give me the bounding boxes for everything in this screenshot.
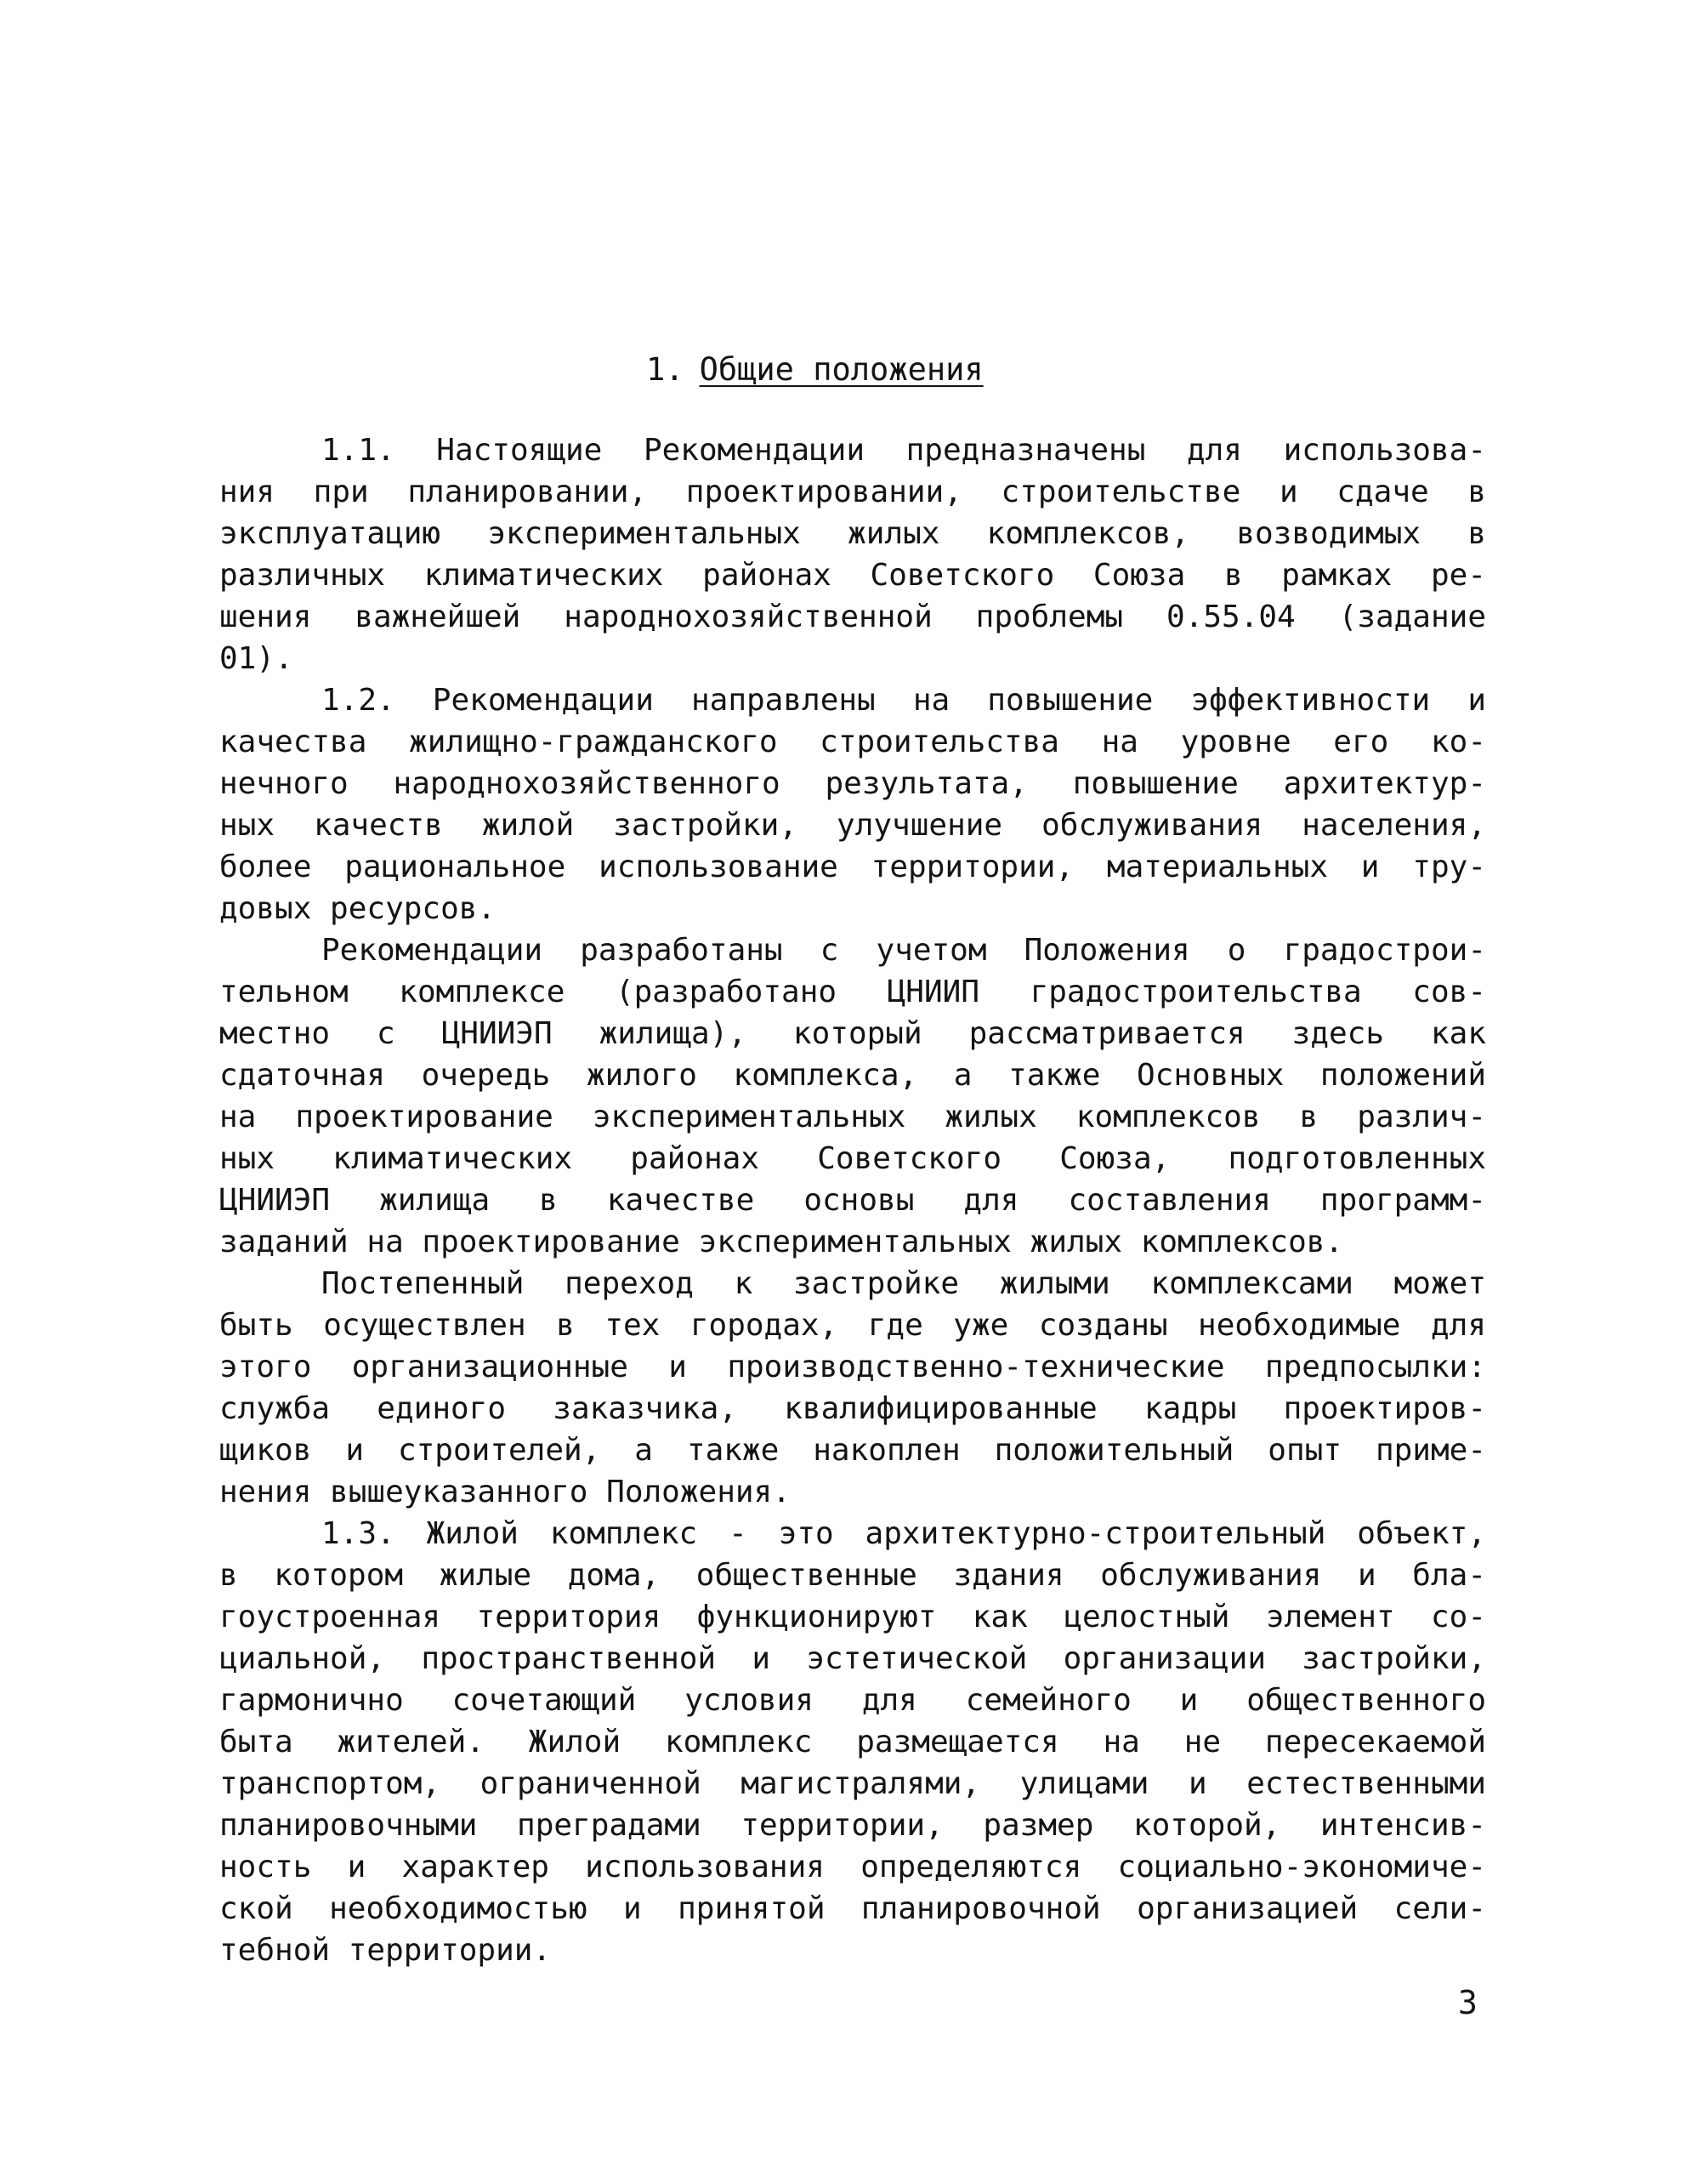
page-number: 3 bbox=[1458, 1984, 1478, 2021]
text-line: эксплуатацию экспериментальных жилых комплексов, возводимых в bbox=[219, 516, 1486, 551]
text-line: ность и характер использования определяются социально-экономиче- bbox=[219, 1850, 1486, 1884]
text-line: служба единого заказчика, квалифицированные кадры проектиров- bbox=[219, 1391, 1486, 1426]
text-line: быть осуществлен в тех городах, где уже созданы необходимые для bbox=[219, 1308, 1486, 1343]
text-line: ния при планировании, проектировании, строительстве и сдаче в bbox=[219, 475, 1486, 509]
section-title: Общие положения bbox=[699, 351, 984, 388]
text-line: быта жителей. Жилой комплекс размещается на не пересекаемой bbox=[219, 1725, 1486, 1759]
text-line: 1.2. Рекомендации направлены на повышение эффективности и bbox=[321, 683, 1486, 718]
text-line: 01). bbox=[219, 641, 293, 676]
text-line: этого организационные и производственно-технические предпосылки: bbox=[219, 1350, 1486, 1384]
text-line: Рекомендации разработаны с учетом Положения о градострои- bbox=[321, 933, 1486, 968]
text-line: на проектирование экспериментальных жилых комплексов в различ- bbox=[219, 1100, 1486, 1134]
text-line: местно с ЦНИИЭП жилища), который рассматривается здесь как bbox=[219, 1016, 1486, 1051]
text-line: 1.3. Жилой комплекс - это архитектурно-строительный объект, bbox=[321, 1516, 1486, 1551]
section-heading bbox=[646, 349, 984, 391]
text-line: ЦНИИЭП жилища в качестве основы для составления программ- bbox=[219, 1183, 1486, 1218]
text-line: довых ресурсов. bbox=[219, 891, 497, 926]
text-line: тельном комплексе (разработано ЦНИИП градостроительства сов- bbox=[219, 975, 1486, 1009]
text-line: циальной, пространственной и эстетической организации застройки, bbox=[219, 1641, 1486, 1676]
section-number: 1. bbox=[646, 351, 684, 388]
text-line: Постепенный переход к застройке жилыми комплексами может bbox=[321, 1266, 1486, 1301]
text-line: 1.1. Настоящие Рекомендации предназначены для использова- bbox=[321, 433, 1486, 468]
text-line: различных климатических районах Советского Союза в рамках ре- bbox=[219, 558, 1486, 593]
text-line: гоустроенная территория функционируют как целостный элемент со- bbox=[219, 1600, 1486, 1634]
text-line: щиков и строителей, а также накоплен положительный опыт приме- bbox=[219, 1433, 1486, 1468]
text-line: тебной территории. bbox=[219, 1933, 552, 1968]
text-line: гармонично сочетающий условия для семейного и общественного bbox=[219, 1683, 1486, 1718]
text-line: нечного народнохозяйственного результата, повышение архитектур- bbox=[219, 766, 1486, 801]
text-line: шения важнейшей народнохозяйственной проблемы 0.55.04 (задание bbox=[219, 600, 1486, 634]
text-line: заданий на проектирование экспериментальных жилых комплексов. bbox=[219, 1225, 1344, 1259]
body-text bbox=[219, 429, 1486, 1971]
text-line: нения вышеуказанного Положения. bbox=[219, 1475, 791, 1509]
text-line: качества жилищно-гражданского строительства на уровне его ко- bbox=[219, 725, 1486, 759]
text-line: в котором жилые дома, общественные здания обслуживания и бла- bbox=[219, 1558, 1486, 1593]
text-line: ных климатических районах Советского Союза, подготовленных bbox=[219, 1141, 1486, 1176]
text-line: ных качеств жилой застройки, улучшение обслуживания населения, bbox=[219, 808, 1486, 843]
text-line: планировочными преградами территории, размер которой, интенсив- bbox=[219, 1808, 1486, 1843]
text-line: более рациональное использование территории, материальных и тру- bbox=[219, 850, 1486, 884]
text-line: сдаточная очередь жилого комплекса, а также Основных положений bbox=[219, 1058, 1486, 1093]
text-line: ской необходимостью и принятой планировочной организацией сели- bbox=[219, 1891, 1486, 1926]
text-line: транспортом, ограниченной магистралями, улицами и естественными bbox=[219, 1766, 1486, 1801]
